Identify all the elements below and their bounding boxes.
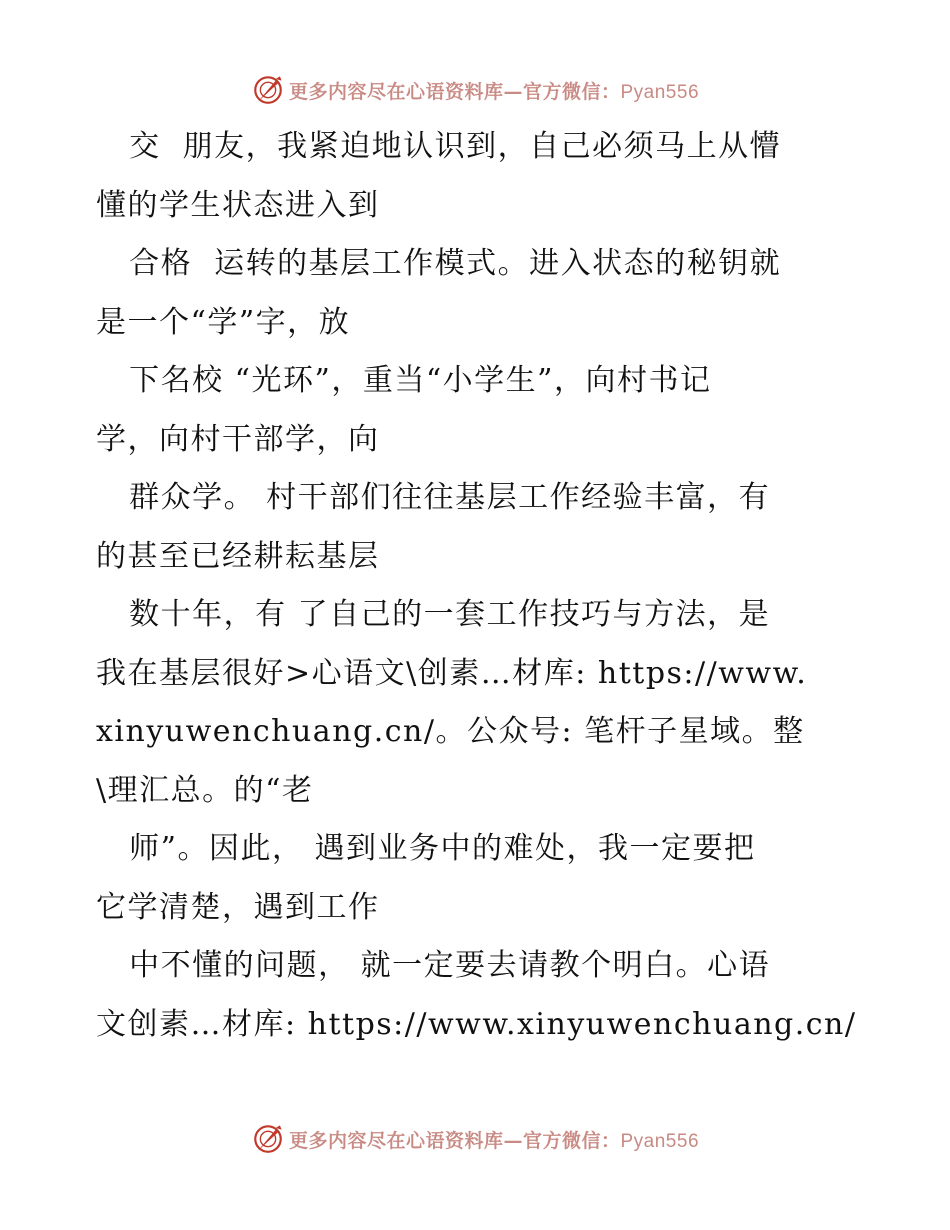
text-line: 的甚至已经耕耘基层 — [96, 538, 380, 574]
text-line: 它学清楚，遇到工作 — [96, 889, 380, 925]
wechat-label: 官方微信： — [522, 80, 621, 103]
quill-pen-logo-icon — [251, 1122, 285, 1156]
quill-pen-logo-icon — [251, 73, 285, 107]
dash: — — [503, 1129, 523, 1152]
dash: — — [503, 80, 523, 103]
text-line: 我在基层很好>心语文\创素…材库: https://www. — [96, 655, 808, 691]
document-body — [96, 118, 856, 1054]
text-line: 懂的学生状态进入到 — [96, 187, 380, 223]
text-line: 学，向村干部学，向 — [96, 421, 380, 457]
footer-text — [289, 1126, 699, 1153]
text-line: 合格 运转的基层工作模式。进入状态的秘钥就 — [96, 246, 782, 281]
text-line: 师”。因此， 遇到业务中的难处，我一定要把 — [96, 831, 756, 866]
wechat-account: Pyan556 — [620, 81, 700, 103]
brand-text: 更多内容尽在心语资料库 — [288, 80, 504, 103]
text-line: xinyuwenchuang.cn/。公众号: 笔杆子星域。整 — [96, 714, 805, 749]
text-line: 交 朋友，我紧迫地认识到，自己必须马上从懵 — [96, 129, 782, 164]
footer-banner — [0, 1119, 950, 1159]
wechat-account: Pyan556 — [620, 1130, 700, 1152]
text-line: \理汇总。的“老 — [96, 772, 314, 808]
brand-text: 更多内容尽在心语资料库 — [288, 1129, 504, 1152]
text-line: 群众学。 村干部们往往基层工作经验丰富，有 — [96, 480, 771, 515]
wechat-label: 官方微信： — [522, 1129, 621, 1152]
text-line: 数十年，有 了自己的一套工作技巧与方法，是 — [96, 597, 771, 632]
text-line: 下名校 “光环”，重当“小学生”，向村书记 — [96, 363, 712, 398]
header-banner — [0, 70, 950, 110]
text-line: 中不懂的问题， 就一定要去请教个明白。心语 — [96, 948, 771, 983]
text-line: 文创素…材库: https://www.xinyuwenchuang.cn/ — [96, 1006, 857, 1042]
text-line: 是一个“学”字，放 — [96, 304, 351, 340]
header-text — [289, 77, 699, 104]
